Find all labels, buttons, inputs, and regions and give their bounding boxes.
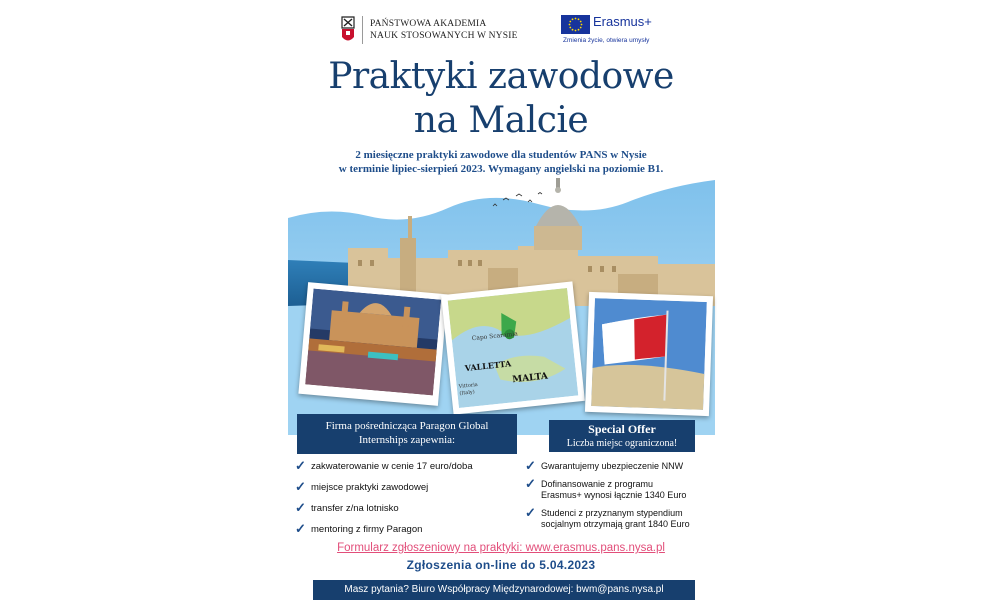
special-offer-box: Special Offer Liczba miejsc ograniczona! <box>549 420 695 452</box>
map-label-valletta: VALLETTA <box>464 358 512 374</box>
list-item: ✓ miejsce praktyki zawodowej <box>295 479 429 494</box>
check-icon: ✓ <box>295 479 306 494</box>
malta-map-photo <box>441 281 585 414</box>
check-icon: ✓ <box>295 458 306 473</box>
map-label-malta: MALTA <box>511 371 549 386</box>
header-divider <box>362 16 363 44</box>
malta-flag-photo <box>585 292 713 416</box>
check-icon: ✓ <box>525 458 536 473</box>
check-icon: ✓ <box>295 521 306 536</box>
list-item: ✓ Studenci z przyznanym stypendium socjalnym otrzymają grant 1840 Euro <box>525 505 690 529</box>
page-title-line1: Praktyki zawodowe <box>328 56 674 97</box>
list-item: ✓ mentoring z firmy Paragon <box>295 521 423 536</box>
benefits-list <box>295 458 525 545</box>
map-label-vittoria: Vittoria <box>458 381 479 390</box>
poster <box>285 0 717 600</box>
contact-bar: Masz pytania? Biuro Współpracy Międzynarodowej: bwm@pans.nysa.pl <box>313 580 695 600</box>
list-item: ✓ transfer z/na lotnisko <box>295 500 399 515</box>
academy-name: PAŃSTWOWA AKADEMIA NAUK STOSOWANYCH W NYSIE <box>370 19 518 41</box>
academy-crest-icon <box>341 16 355 44</box>
list-item: ✓ zakwaterowanie w cenie 17 euro/doba <box>295 458 473 473</box>
firm-info-box: Firma pośrednicząca Paragon Global Internships zapewnia: <box>297 414 517 454</box>
harbour-photo <box>298 282 447 406</box>
list-item: ✓ Gwarantujemy ubezpieczenie NNW <box>525 458 684 473</box>
subtitle: 2 miesięczne praktyki zawodowe dla studentów PANS w Nysie w terminie lipiec-sierpień 2023. Wymagany angielski na poziomie B1. <box>338 149 664 175</box>
erasmus-logo-text: Erasmus+ <box>593 14 652 29</box>
erasmus-tagline: Zmienia życie, otwiera umysły <box>563 37 650 44</box>
map-label-capo: Capo Scaramia <box>471 330 519 343</box>
check-icon: ✓ <box>525 476 536 491</box>
application-form-link[interactable]: Formularz zgłoszeniowy na praktyki: www.erasmus.pans.nysa.pl <box>337 542 665 554</box>
page-title-line2: na Malcie <box>413 100 589 141</box>
map-label-italy: (Italy) <box>459 389 476 397</box>
deadline-text: Zgłoszenia on-line do 5.04.2023 <box>406 558 596 572</box>
check-icon: ✓ <box>295 500 306 515</box>
eu-flag-icon <box>561 15 590 34</box>
list-item: ✓ Dofinansowanie z programu Erasmus+ wynosi łącznie 1340 Euro <box>525 476 687 500</box>
check-icon: ✓ <box>525 505 536 520</box>
offer-list <box>525 458 710 537</box>
